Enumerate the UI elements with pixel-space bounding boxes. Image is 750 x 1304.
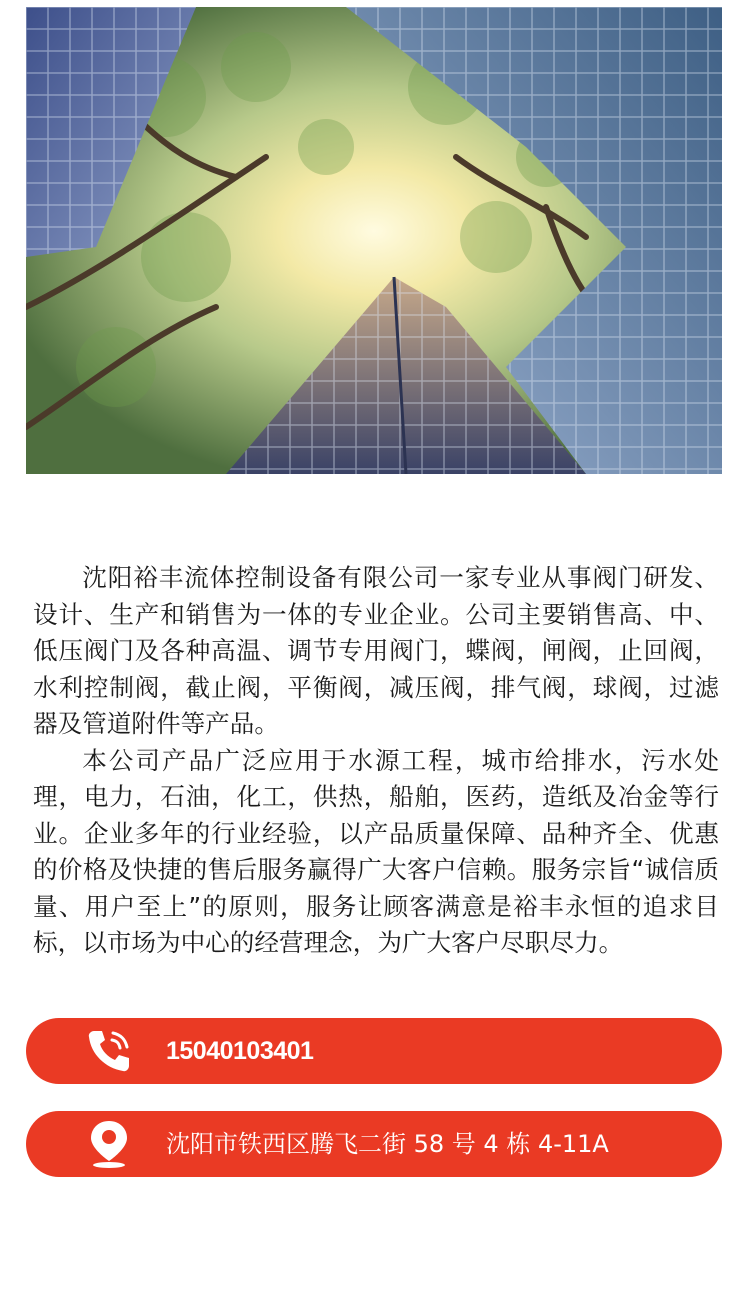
address-text: 沈阳市铁西区腾飞二街 58 号 4 栋 4-11A — [166, 1130, 609, 1158]
phone-number: 15040103401 — [166, 1037, 314, 1065]
intro-paragraph-1: 沈阳裕丰流体控制设备有限公司一家专业从事阀门研发、设计、生产和销售为一体的专业企业。公司主要销售高、中、低压阀门及各种高温、调节专用阀门，蝶阀，闸阀，止回阀，水利控制阀，截止阀，平衡阀，减压阀，排气阀，球阀，过滤器及管道附件等产品。 — [33, 563, 719, 738]
phone-handset-icon — [82, 1026, 136, 1076]
phone-button[interactable] — [26, 1018, 722, 1084]
location-pin-icon — [82, 1119, 136, 1169]
company-intro — [33, 560, 719, 962]
hero-image — [26, 7, 722, 474]
address-button[interactable] — [26, 1111, 722, 1177]
intro-paragraph-2: 本公司产品广泛应用于水源工程，城市给排水，污水处理，电力，石油，化工，供热，船舶，医药，造纸及冶金等行业。企业多年的行业经验，以产品质量保障、品种齐全、优惠的价格及快捷的售后服务赢得广大客户信赖。服务宗旨“诚信质量、用户至上”的原则，服务让顾客满意是裕丰永恒的追求目标，以市场为中心的经营理念，为广大客户尽职尽力。 — [33, 745, 719, 957]
